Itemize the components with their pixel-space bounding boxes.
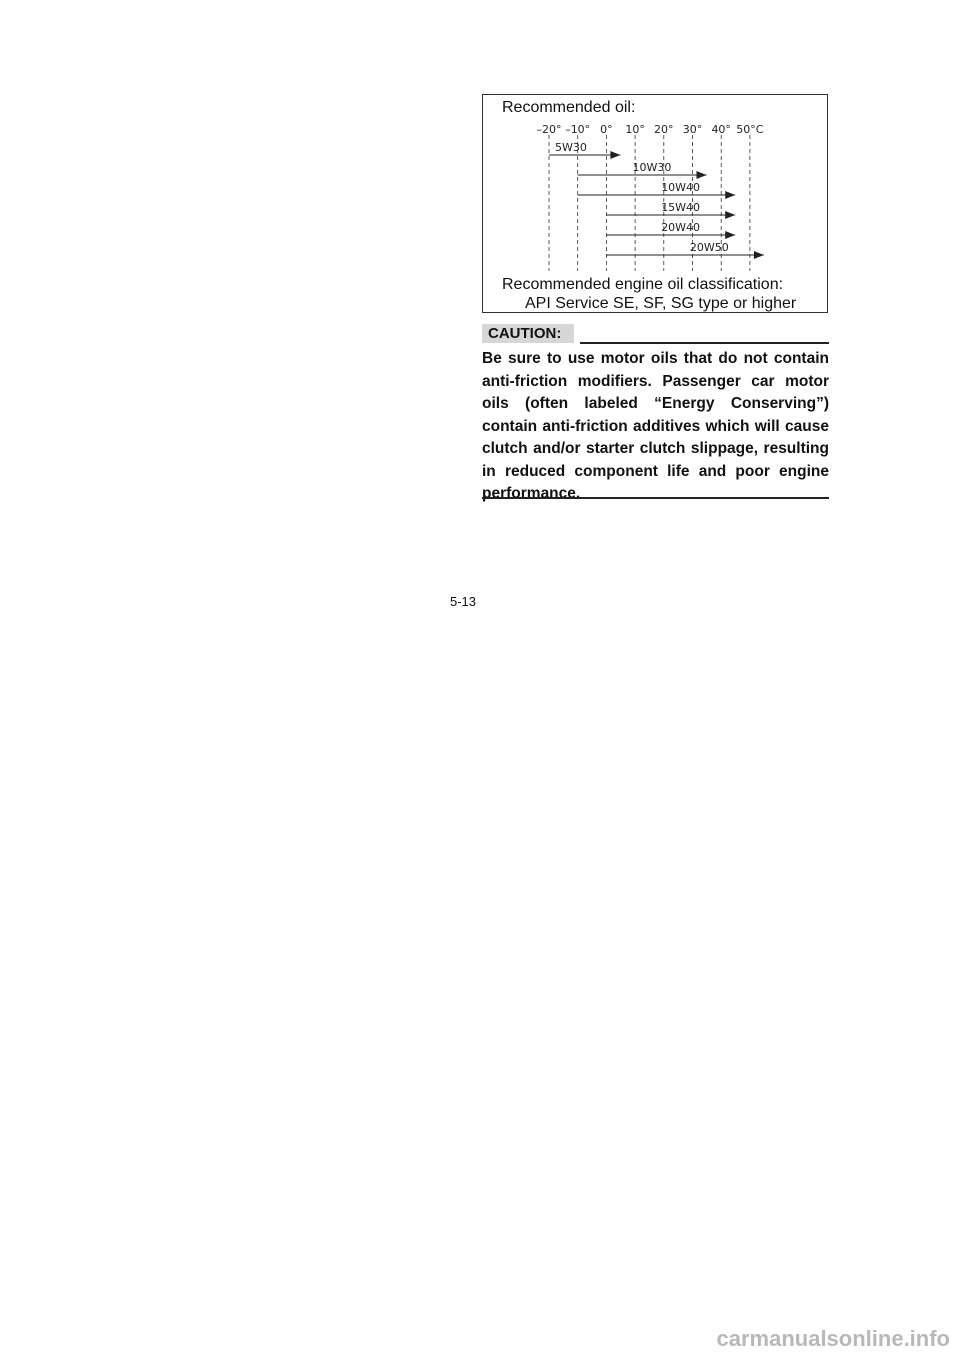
- oil-range-arrow: [610, 151, 620, 159]
- oil-classification-label: Recommended engine oil classification:: [502, 276, 784, 293]
- oil-grade-label: 10W40: [661, 181, 701, 194]
- caution-text: Be sure to use motor oils that do not contain anti-friction modifiers. Passenger car motor oils (often labeled “Energy Conserving”) contain anti-friction additives which will cause clutch and/or starter clutch slippage, resulting in reduced component life and poor engine performance.: [482, 350, 829, 502]
- caution-header: [482, 324, 829, 346]
- oil-range-arrow: [725, 231, 735, 239]
- temperature-tick-label: 50°C: [736, 123, 764, 136]
- oil-grade-label: 20W40: [661, 221, 701, 234]
- temperature-tick-label: 30°: [682, 123, 703, 136]
- recommended-oil-title: Recommended oil:: [502, 99, 636, 116]
- oil-range-arrow: [725, 191, 735, 199]
- temperature-tick-label: 40°: [711, 123, 731, 136]
- oil-grade-label: 15W40: [661, 201, 701, 214]
- temperature-tick-label: –20°: [536, 123, 562, 136]
- temperature-tick-label: 0°: [600, 123, 613, 136]
- oil-grade-label: 20W50: [689, 241, 729, 254]
- temperature-tick-label: 20°: [654, 123, 674, 136]
- oil-range-arrow: [725, 211, 735, 219]
- oil-grade-label: 10W30: [632, 161, 672, 174]
- caution-label: CAUTION:: [482, 324, 574, 343]
- oil-grade-label: 5W30: [555, 141, 587, 154]
- oil-range-arrow: [697, 171, 707, 179]
- caution-divider: [580, 342, 829, 344]
- oil-range-arrow: [754, 251, 764, 259]
- recommended-oil-box: [482, 94, 828, 313]
- caution-bottom-divider: [482, 497, 829, 499]
- oil-classification-value: API Service SE, SF, SG type or higher: [525, 295, 797, 312]
- temperature-tick-label: –10°: [565, 123, 591, 136]
- watermark: carmanualsonline.info: [716, 1326, 950, 1351]
- temperature-tick-label: 10°: [625, 123, 645, 136]
- page-number: 5-13: [450, 594, 477, 609]
